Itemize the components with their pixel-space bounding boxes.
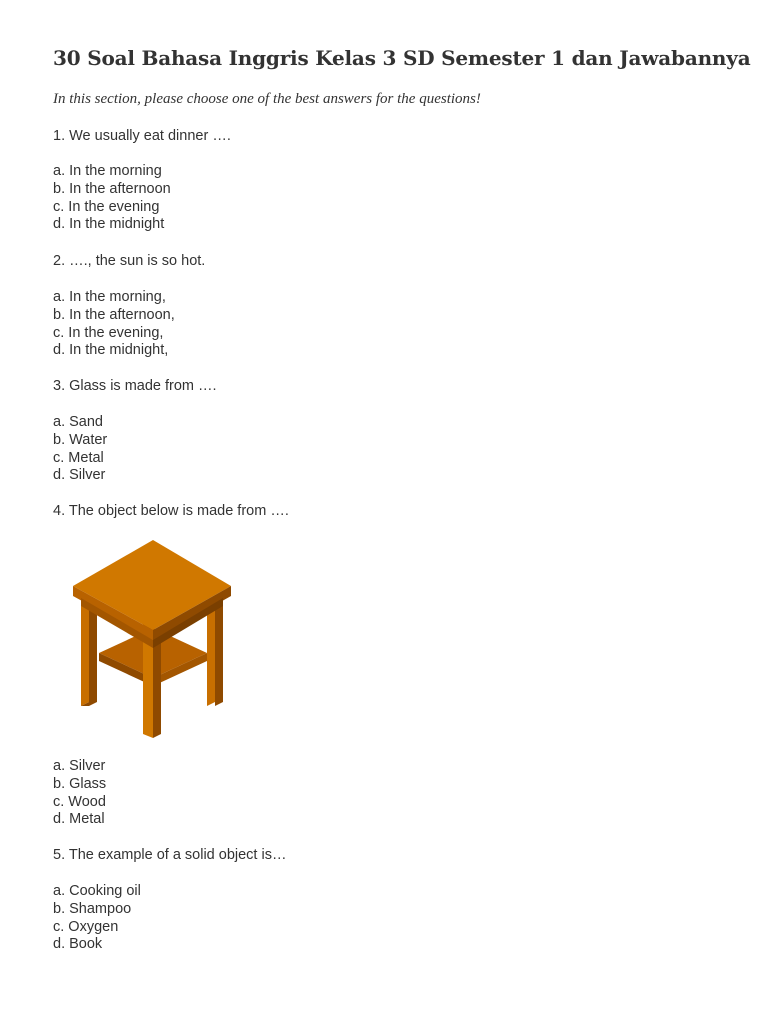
- question-2: 2. …., the sun is so hot.: [53, 253, 206, 269]
- question-1-options: [53, 163, 171, 234]
- intro-text: In this section, please choose one of the best answers for the questions!: [53, 91, 481, 107]
- option-2b: b. In the afternoon,: [53, 306, 175, 323]
- option-4a: a. Silver: [53, 758, 106, 774]
- question-4: 4. The object below is made from ….: [53, 503, 289, 519]
- question-4-options: [53, 758, 106, 829]
- option-1c: c. In the evening: [53, 198, 160, 215]
- option-1b: b. In the afternoon: [53, 180, 171, 197]
- option-3c: c. Metal: [53, 449, 104, 466]
- question-1: 1. We usually eat dinner ….: [53, 128, 231, 144]
- wooden-stool-icon: [71, 536, 233, 742]
- option-5d: d. Book: [53, 936, 103, 953]
- question-3: 3. Glass is made from ….: [53, 378, 217, 394]
- question-3-options: [53, 414, 107, 485]
- option-4d: d. Metal: [53, 811, 105, 828]
- option-5b: b. Shampoo: [53, 900, 132, 917]
- option-3d: d. Silver: [53, 467, 106, 484]
- option-2a: a. In the morning,: [53, 289, 166, 305]
- question-5-options: [53, 883, 141, 954]
- option-3a: a. Sand: [53, 414, 103, 430]
- option-4b: b. Glass: [53, 775, 107, 792]
- question-5: 5. The example of a solid object is…: [53, 847, 287, 863]
- option-5c: c. Oxygen: [53, 918, 119, 935]
- option-1d: d. In the midnight: [53, 216, 165, 233]
- option-4c: c. Wood: [53, 793, 106, 810]
- option-5a: a. Cooking oil: [53, 883, 141, 899]
- question-2-options: [53, 289, 175, 360]
- option-3b: b. Water: [53, 431, 108, 448]
- option-2c: c. In the evening,: [53, 324, 164, 341]
- option-1a: a. In the morning: [53, 163, 162, 179]
- option-2d: d. In the midnight,: [53, 342, 169, 359]
- page-title: 30 Soal Bahasa Inggris Kelas 3 SD Semester 1 dan Jawabannya: [53, 46, 751, 70]
